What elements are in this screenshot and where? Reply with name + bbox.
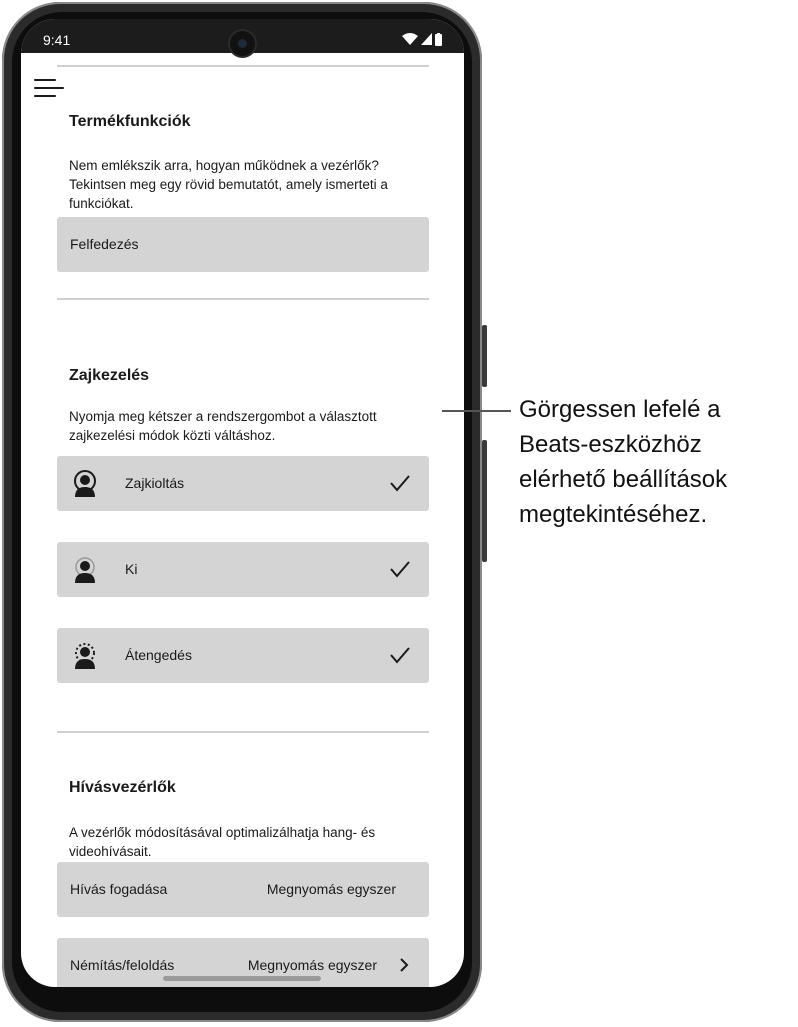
option-label: Átengedés (125, 647, 192, 663)
noise-option-cancellation[interactable] (57, 456, 429, 511)
battery-icon (435, 33, 442, 46)
check-icon (389, 559, 411, 579)
phone-screen (21, 19, 464, 987)
wifi-icon (402, 33, 418, 45)
power-button (482, 440, 487, 562)
row-label: Hívás fogadása (70, 881, 168, 897)
noise-description: Nyomja meg kétszer a rendszergombot a választott zajkezelési módok közti váltáshoz. (69, 409, 377, 443)
chevron-right-icon (399, 958, 409, 972)
explore-button[interactable] (57, 217, 429, 272)
section-title-noise: Zajkezelés (69, 367, 150, 384)
row-value: Megnyomás egyszer (247, 957, 377, 973)
volume-button (482, 325, 487, 387)
divider (57, 731, 429, 733)
row-value: Megnyomás egyszer (266, 881, 396, 897)
front-camera (230, 31, 255, 56)
divider (57, 298, 429, 300)
noise-option-off[interactable] (57, 542, 429, 597)
signal-icon (421, 33, 432, 45)
noise-option-transparency[interactable] (57, 628, 429, 683)
explore-label: Felfedezés (70, 236, 139, 252)
callout-line (442, 410, 511, 412)
status-time: 9:41 (43, 32, 71, 48)
section-title-calls: Hívásvezérlők (69, 779, 176, 796)
home-indicator[interactable] (163, 976, 321, 981)
calls-description: A vezérlők módosításával optimalizálhatja hang- és videohívásait. (69, 825, 376, 859)
menu-icon[interactable] (34, 77, 64, 101)
status-icons (402, 32, 442, 46)
call-answer-row[interactable] (57, 862, 429, 917)
check-icon (389, 645, 411, 665)
noise-cancellation-icon (71, 470, 99, 498)
option-label: Zajkioltás (125, 475, 185, 491)
check-icon (389, 473, 411, 493)
divider (57, 65, 429, 67)
settings-content (21, 53, 464, 987)
row-label: Némítás/feloldás (70, 957, 175, 973)
transparency-icon (71, 642, 99, 670)
noise-off-icon (71, 556, 99, 584)
features-description: Nem emlékszik arra, hogyan működnek a vezérlők? Tekintsen meg egy rövid bemutatót, amely ismerteti a funkciókat. (69, 158, 388, 211)
option-label: Ki (125, 561, 138, 577)
callout-text: Görgessen lefelé a Beats-eszközhöz elérhető beállítások megtekintéséhez. (519, 396, 728, 528)
section-title-features: Termékfunkciók (69, 113, 191, 130)
